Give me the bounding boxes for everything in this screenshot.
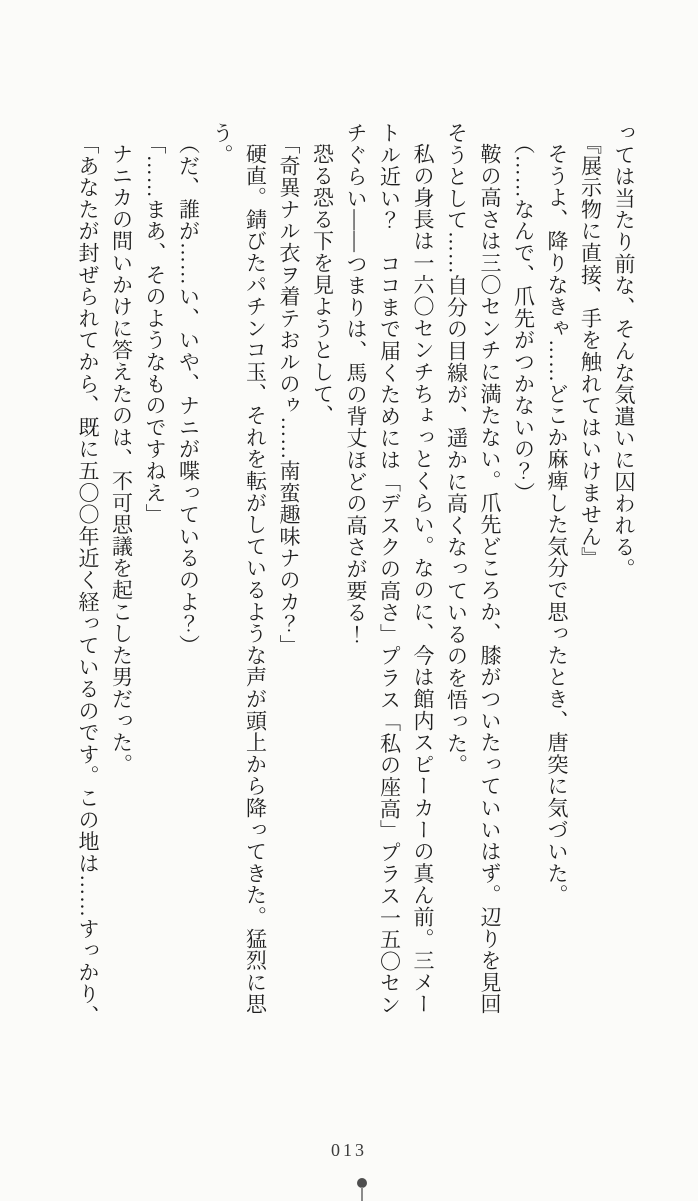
paragraph: 鞍の高さは三〇センチに満たない。爪先どころか、膝がついたっていいはず。辺りを見回そうとして……自分の目線が、遥かに高くなっているのを悟った。 (444, 122, 502, 1015)
paragraph: 硬直。錆びたパチンコ玉、それを転がしているような声が頭上から降ってきた。猛烈に思う。 (210, 122, 268, 1015)
page-number: 013 (331, 1140, 367, 1160)
paragraph: 恐る恐る下を見ようとして、 (310, 143, 335, 427)
paragraph: っては当たり前な、そんな気遣いに囚われる。 (612, 122, 636, 580)
paragraph-dialogue: 「あなたが封ぜられてから、既に五〇〇年近く経っているのです。この地は……すっかり、 (76, 132, 100, 1027)
paragraph-thought: （……なんで、爪先がつかないの？） (511, 132, 536, 504)
paragraph-quote: 『展示物に直接、手を触れてはいけません』 (578, 132, 603, 569)
paragraph: そうよ、降りなきゃ……どこか麻痺した気分で思ったとき、唐突に気づいた。 (545, 143, 569, 906)
paragraph: ナニカの問いかけに答えたのは、不可思議を起こした男だった。 (109, 143, 134, 776)
page-pin-icon (356, 1178, 368, 1200)
paragraph-dialogue: 「奇異ナル衣ヲ着テおルのゥ……南蛮趣味ナのカ？」 (277, 132, 301, 656)
page-text-block (71, 122, 641, 1032)
paragraph: 私の身長は一六〇センチちょっとくらい。なのに、今は館内スピーカーの真ん前。三メートル近い？ ココまで届くためには「デスクの高さ」プラス「私の座高」プラス一五〇センチぐらい――つまりは、馬の背丈ほどの高さが要る！ (344, 122, 435, 1016)
pin-stem (361, 1187, 363, 1201)
paragraph-dialogue: 「……まあ、そのようなものですねえ」 (143, 132, 167, 525)
paragraph-thought: （だ、誰が……い、いや、ナニが喋っているのよ？） (176, 132, 201, 656)
